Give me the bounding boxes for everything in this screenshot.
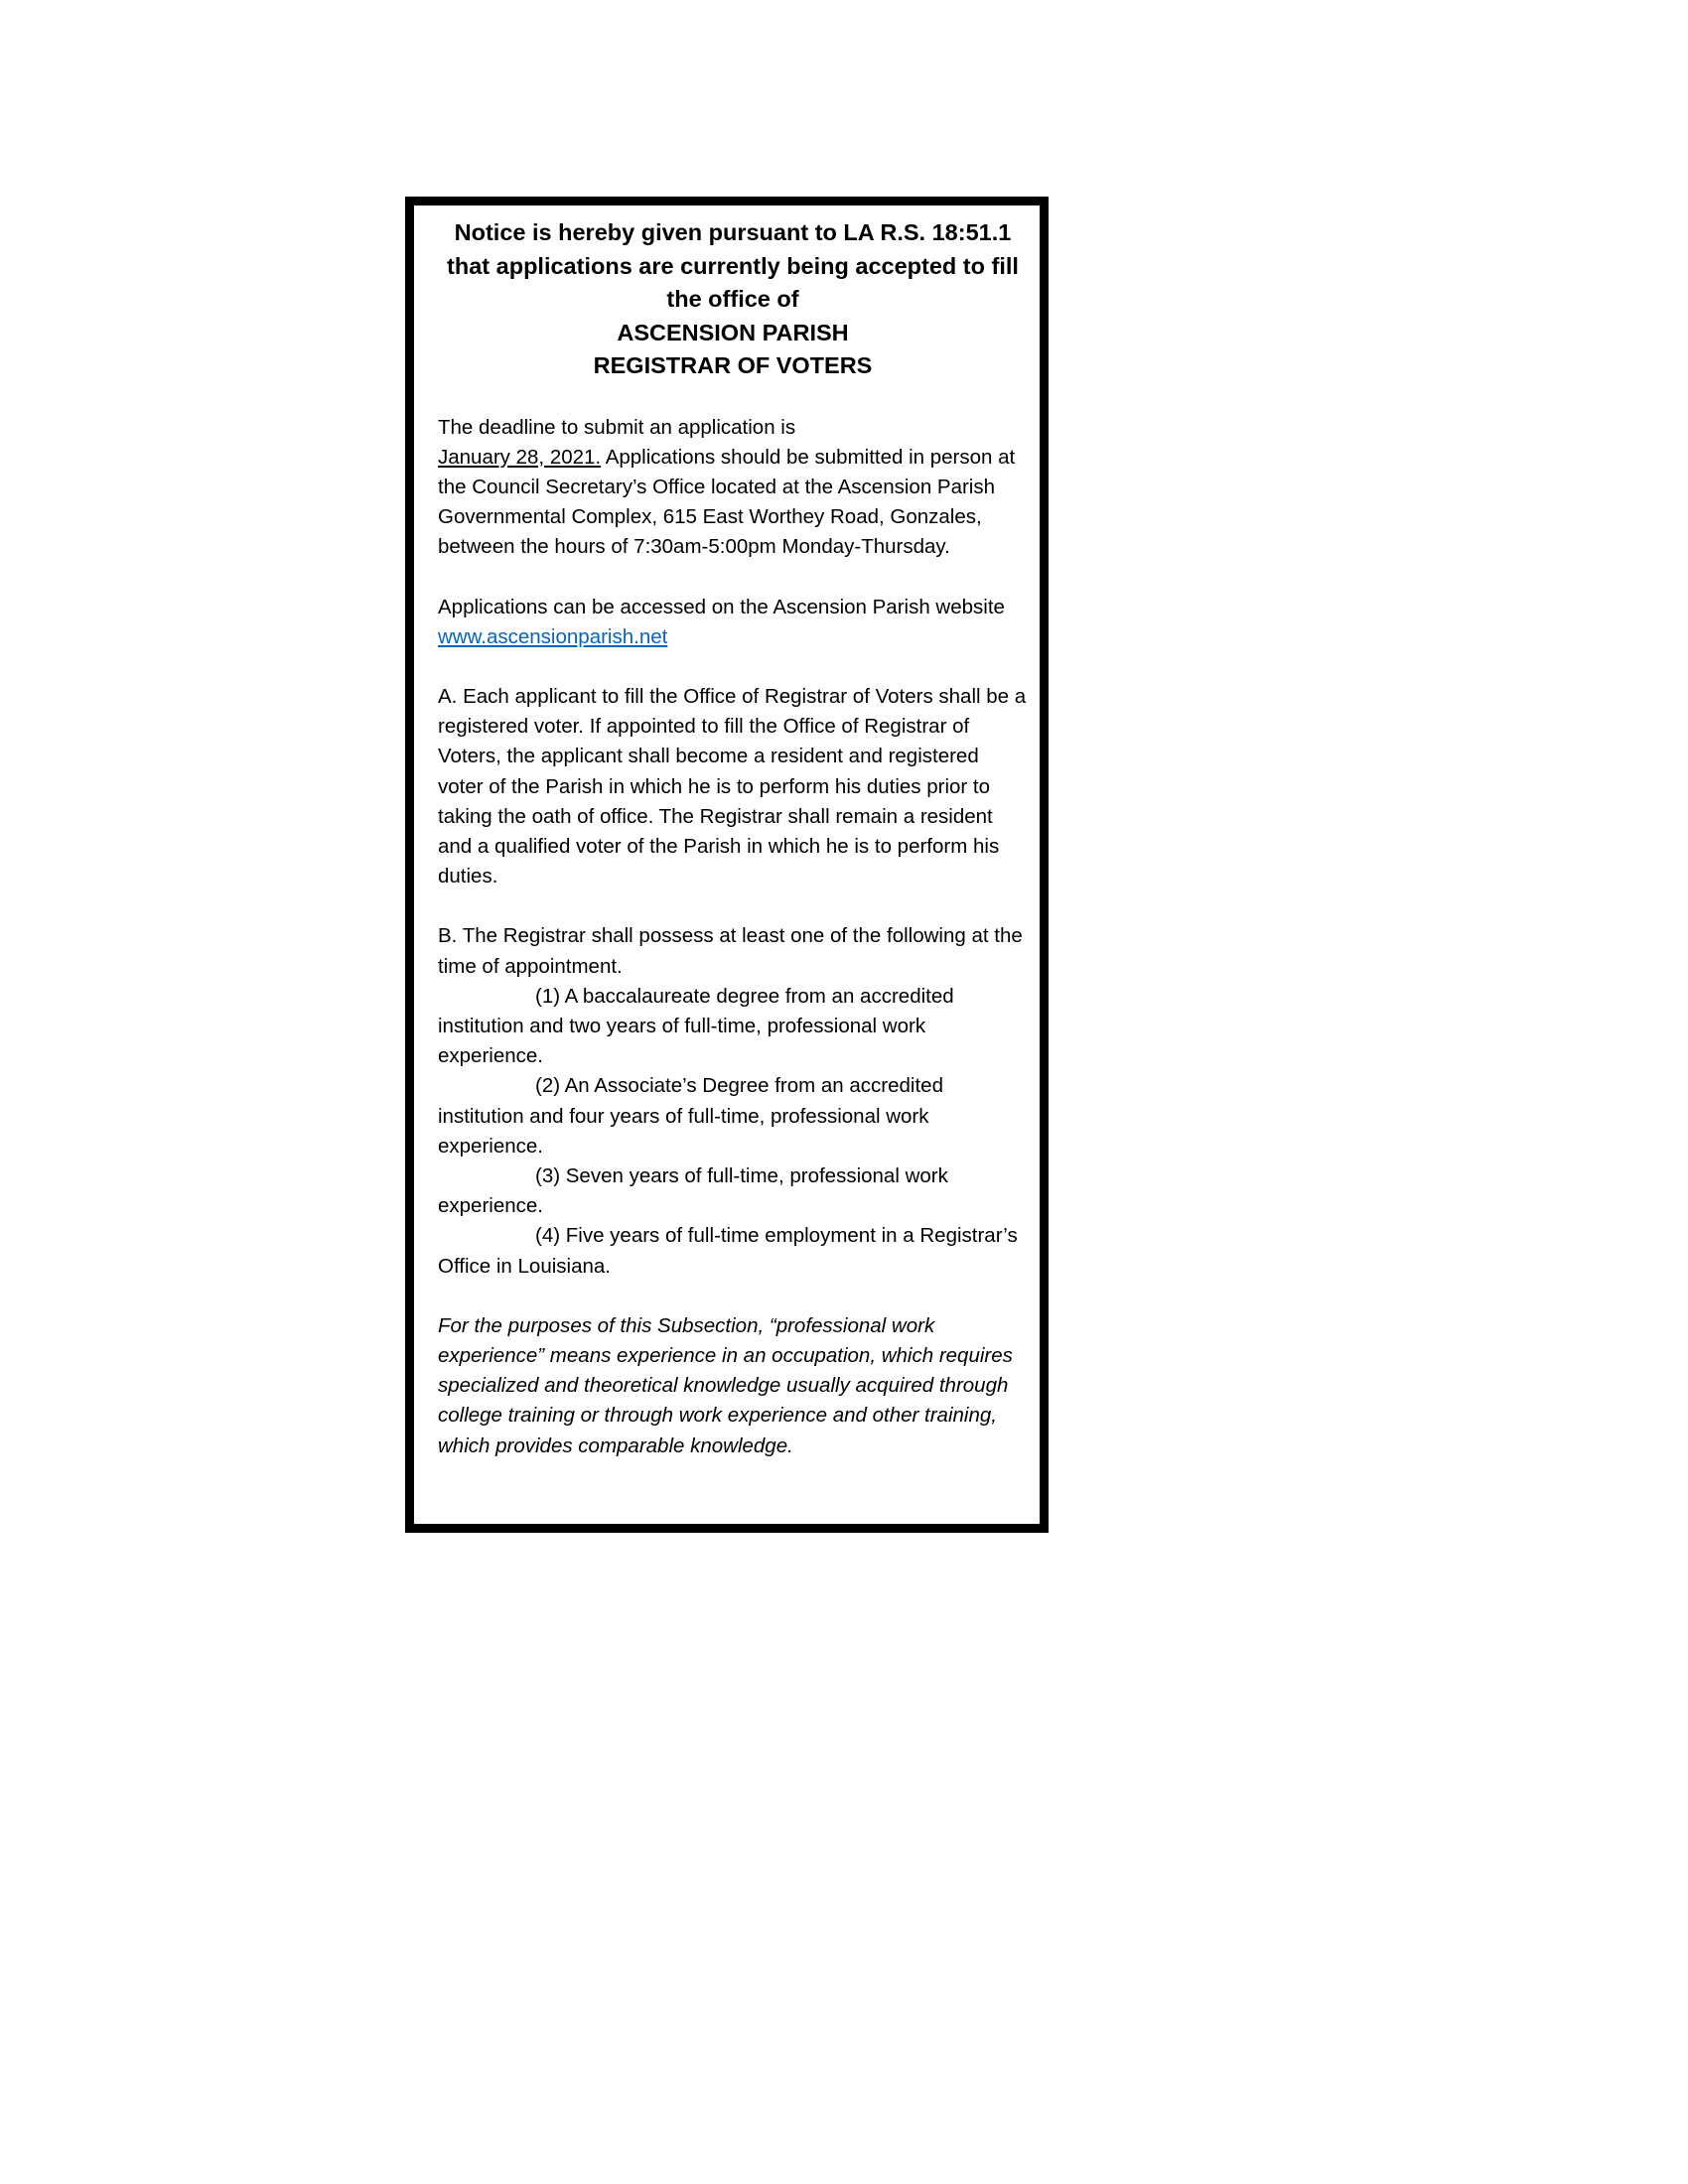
access-text: Applications can be accessed on the Ascension Parish website [438, 595, 1005, 618]
deadline-intro: The deadline to submit an application is [438, 415, 796, 439]
qualification-1-first: (1) A baccalaureate degree from an accredited [535, 984, 954, 1008]
notice-box [405, 197, 1049, 1533]
qualification-4-first: (4) Five years of full-time employment in a [535, 1224, 914, 1248]
section-a-paragraph: A. Each applicant to fill the Office of Registrar of Voters shall be a registered voter. If appointed to fill the Office of Registrar of Voters, the applicant shall become a resident and registered voter of the Parish in which he is to perform his duties prior to taking the oath of office. The Registrar shall remain a resident and a qualified voter of the Parish in which he is to perform his duties. [438, 684, 1027, 888]
access-paragraph [438, 593, 1028, 652]
deadline-details: Applications should be submitted in person at the Council Secretary’s Office located at the Ascension Parish Governmental Complex, 615 East Worthey Road, Gonzales, between the hours of 7:30am-5:00pm Monday-Thursday. [438, 445, 1016, 559]
heading-line-3: the office of [666, 286, 799, 312]
heading-line-2: that applications are currently being accepted to fill [447, 252, 1019, 279]
qualification-4-rest: Registrar’s Office in Louisiana. [438, 1224, 1018, 1278]
section-b-intro: B. The Registrar shall possess at least one of the following at the time of appointment. [438, 924, 1023, 978]
section-b-paragraph [438, 921, 1028, 1281]
qualification-3-rest: experience. [438, 1194, 543, 1218]
website-link[interactable]: www.ascensionparish.net [438, 624, 668, 648]
heading-parish-name: ASCENSION PARISH [617, 319, 849, 345]
heading-office-title: REGISTRAR OF VOTERS [593, 352, 873, 378]
heading-line-1: Notice is hereby given pursuant to LA R.S. 18:51.1 [454, 219, 1012, 245]
qualification-3-first: (3) Seven years of full-time, professional work [535, 1163, 948, 1187]
deadline-date: January 28, 2021. [438, 445, 602, 469]
definition-paragraph: For the purposes of this Subsection, “professional work experience” means experience in an occupation, which requires specialized and theoretical knowledge usually acquired through college training or through work experience and other training, which provides comparable knowledge. [438, 1313, 1013, 1457]
qualification-2-first: (2) An Associate’s Degree from an accredited [535, 1074, 943, 1098]
notice-heading [438, 216, 1028, 383]
qualification-2-rest: institution and four years of full-time, professional work experience. [438, 1104, 929, 1158]
deadline-paragraph [438, 413, 1028, 563]
qualification-1-rest: institution and two years of full-time, professional work experience. [438, 1014, 926, 1068]
